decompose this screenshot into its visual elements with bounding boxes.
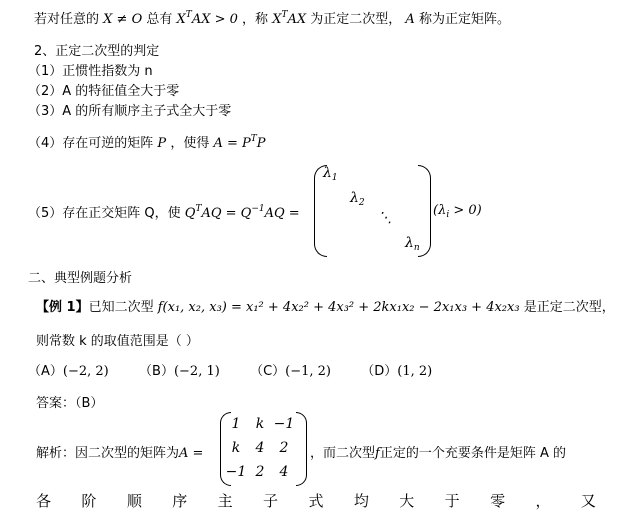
matrix-right-paren: [296, 412, 307, 486]
criterion-1: （1）正惯性指数为 n: [28, 64, 153, 79]
options-row: [28, 360, 432, 379]
justified-last-line: 各 阶 顺 序 主 子 式 均 大 于 零 ， 又: [36, 492, 596, 510]
criterion-4: （4）存在可逆的矩阵 P ，使得 $A = P^TP$: [28, 134, 266, 151]
diag-entry-2: $\lambda_2$: [350, 190, 365, 208]
section2-title: 2、正定二次型的判定: [34, 44, 160, 59]
example-line-2: 则常数 k 的取值范围是（ ）: [36, 334, 199, 349]
intro-text-4: 为正定二次型，: [310, 12, 402, 27]
example-tag: 【例 1】: [36, 300, 89, 315]
intro-text-1: 若对任意的: [34, 12, 100, 27]
intro-text-2: 总有: [146, 12, 173, 27]
analysis-line-rest: ，而二次型f正定的一个充要条件是矩阵 A 的: [310, 446, 566, 461]
answer: 答案：（B）: [36, 396, 104, 411]
section-title: 二、典型例题分析: [28, 271, 133, 286]
criterion-2: （2）A 的特征值全大于零: [28, 84, 180, 99]
criterion-5: （5）存在正交矩阵 Q，使 $Q^TAQ = Q^{-1}AQ$ =: [28, 204, 300, 221]
diag-entry-1: $\lambda_1$: [323, 165, 338, 183]
option-c: （C）(−1, 2): [250, 364, 331, 379]
criterion-3: （3）A 的所有顺序主子式全大于零: [28, 104, 232, 119]
diag-dots: ⋱: [378, 210, 392, 226]
intro-text-3: ，称: [242, 12, 269, 27]
intro-math-2: $X^TAX > 0$: [176, 10, 238, 27]
example-line-1: 【例 1】已知二次型 f(x₁, x₂, x₃) = x₁² + 4x₂² + 4x₃² + 2kx₁x₂ − 2x₁x₃ + 4x₂x₃ 是正定二次型，: [36, 300, 615, 315]
example-formula: f(x₁, x₂, x₃) = x₁² + 4x₂² + 4x₃² + 2kx₁x₂ − 2x₁x₃ + 4x₂x₃: [157, 300, 520, 315]
analysis-line: 解析：因二次型的矩阵为A =: [36, 446, 204, 461]
diag-entry-n: $\lambda_n$: [405, 235, 420, 253]
intro-math-3: $X^TAX$: [272, 10, 307, 27]
option-d: （D）(1, 2): [361, 364, 433, 379]
option-a: （A）(−2, 2): [28, 364, 109, 379]
diag-matrix-right-paren: [418, 165, 431, 257]
option-b: （B）(−2, 1): [139, 364, 220, 379]
intro-math-1: X ≠ O: [103, 12, 143, 27]
intro-line: [34, 8, 510, 27]
intro-text-5: 称为正定矩阵。: [418, 12, 510, 27]
intro-math-4: A: [405, 12, 415, 27]
diag-condition: $(\lambda_i > 0)$: [433, 203, 482, 220]
